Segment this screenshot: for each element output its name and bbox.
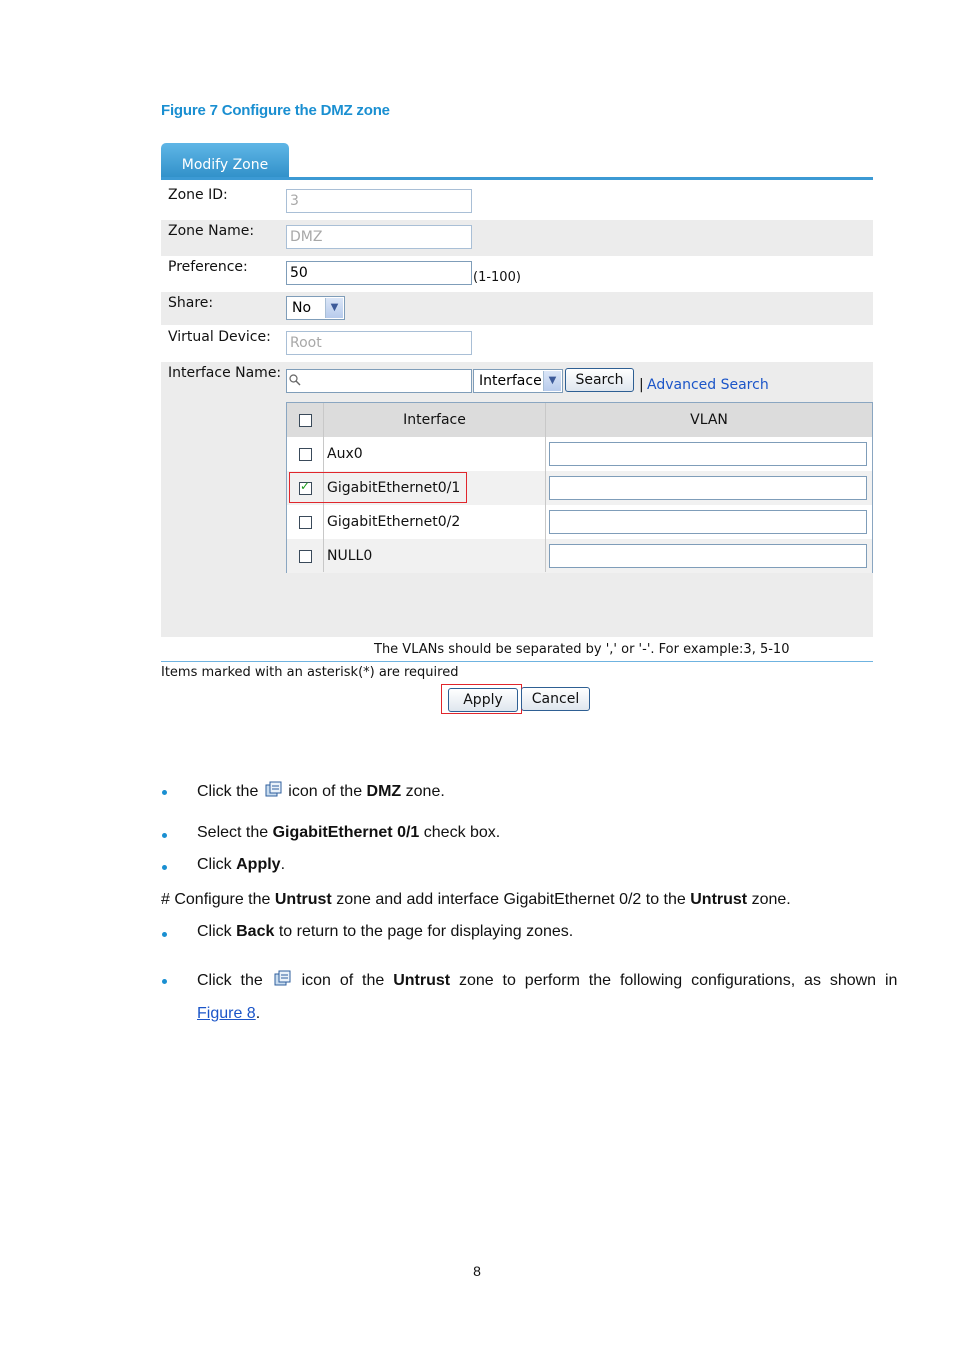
bold-text: Untrust <box>274 891 332 908</box>
text: icon of the <box>301 972 385 989</box>
step-click-dmz-icon <box>197 781 445 801</box>
divider <box>161 661 873 662</box>
zone-id-input[interactable]: 3 <box>286 189 472 213</box>
text: Click <box>197 923 232 940</box>
filter-select-value: Interface <box>479 373 542 389</box>
preference-label: Preference: <box>168 259 248 275</box>
step-select-checkbox <box>197 824 500 842</box>
vlan-input[interactable] <box>549 510 867 534</box>
step-click-untrust-icon <box>197 970 897 990</box>
search-icon <box>289 374 301 386</box>
zone-id-label: Zone ID: <box>168 187 228 203</box>
bold-text: Untrust <box>690 891 748 908</box>
figure-8-link[interactable]: Figure 8 <box>197 1005 256 1022</box>
text: . <box>280 856 286 873</box>
text: to return to the page for displaying zones. <box>278 923 574 940</box>
step-click-apply <box>197 856 285 874</box>
text: zone to perform the following configurations, as shown in <box>458 972 898 989</box>
bold-text: Back <box>236 923 275 940</box>
virtual-device-label: Virtual Device: <box>168 329 271 345</box>
text: icon of the <box>288 783 363 800</box>
search-button[interactable]: Search <box>565 368 634 392</box>
table-row <box>287 539 872 573</box>
text: zone. <box>751 891 791 908</box>
row-checkbox-aux0[interactable] <box>299 448 312 461</box>
vlan-input[interactable] <box>549 442 867 466</box>
row-checkbox-gigabitethernet0-2[interactable] <box>299 516 312 529</box>
chevron-down-icon: ▼ <box>543 371 561 391</box>
preference-input[interactable]: 50 <box>286 261 472 285</box>
apply-button[interactable]: Apply <box>448 688 518 712</box>
vlan-input[interactable] <box>549 476 867 500</box>
share-select-value: No <box>292 300 312 316</box>
bullet <box>162 865 167 870</box>
text: zone and add interface GigabitEthernet 0/2 to the <box>336 891 686 908</box>
text: check box. <box>423 824 501 841</box>
required-note: Items marked with an asterisk(*) are required <box>161 665 459 680</box>
figure-reference-line <box>197 1005 260 1023</box>
interface-search-input[interactable] <box>286 369 472 393</box>
highlight-box-gigabitethernet0-1 <box>289 472 467 503</box>
zone-name-label: Zone Name: <box>168 223 255 239</box>
row-checkbox-null0[interactable] <box>299 550 312 563</box>
bullet <box>162 833 167 838</box>
row-interface-name: NULL0 <box>327 548 373 564</box>
bold-text: DMZ <box>366 783 402 800</box>
text: Click the <box>197 972 263 989</box>
table-header-checkbox-cell <box>287 403 324 437</box>
bold-text: Untrust <box>393 972 451 989</box>
row-shade <box>161 220 873 256</box>
configure-untrust-paragraph <box>161 891 791 909</box>
table-row <box>287 505 872 539</box>
zone-name-input[interactable]: DMZ <box>286 225 472 249</box>
vlan-note: The VLANs should be separated by ',' or '-'. For example:3, 5-10 <box>374 642 790 657</box>
bullet <box>162 790 167 795</box>
text: Select the <box>197 824 269 841</box>
page-number: 8 <box>473 1263 481 1279</box>
modify-zone-icon <box>274 970 291 987</box>
row-interface-name: Aux0 <box>327 446 363 462</box>
text: zone. <box>405 783 445 800</box>
tab-modify-zone[interactable]: Modify Zone <box>161 143 289 179</box>
step-click-back <box>197 923 573 941</box>
row-shade <box>161 292 873 325</box>
virtual-device-input[interactable]: Root <box>286 331 472 355</box>
interface-name-label: Interface Name: <box>168 365 282 381</box>
column-divider <box>545 403 546 572</box>
text: Click the <box>197 783 259 800</box>
text: Click <box>197 856 232 873</box>
filter-select[interactable] <box>473 369 563 393</box>
cancel-button[interactable]: Cancel <box>521 687 590 711</box>
figure-caption: Figure 7 Configure the DMZ zone <box>161 102 390 119</box>
chevron-down-icon: ▼ <box>325 298 343 318</box>
tab-underline <box>161 177 873 180</box>
text: # Configure the <box>161 891 271 908</box>
link-separator: | <box>639 377 644 393</box>
table-row <box>287 437 872 471</box>
row-interface-name: GigabitEthernet0/2 <box>327 514 461 530</box>
share-label: Share: <box>168 295 214 311</box>
vlan-input[interactable] <box>549 544 867 568</box>
preference-hint: (1-100) <box>473 270 521 285</box>
share-select[interactable] <box>286 296 345 320</box>
modify-zone-icon <box>265 781 282 798</box>
table-header-interface: Interface <box>324 403 546 437</box>
row-interface-name: GigabitEthernet0/1 <box>327 480 461 496</box>
bold-text: Apply <box>236 856 281 873</box>
table-header-vlan: VLAN <box>546 403 872 437</box>
text: . <box>255 1005 261 1022</box>
bold-text: GigabitEthernet 0/1 <box>272 824 420 841</box>
bullet <box>162 979 167 984</box>
advanced-search-link[interactable]: Advanced Search <box>647 377 769 393</box>
select-all-checkbox[interactable] <box>299 414 312 427</box>
highlight-box-apply <box>441 684 522 714</box>
bullet <box>162 932 167 937</box>
